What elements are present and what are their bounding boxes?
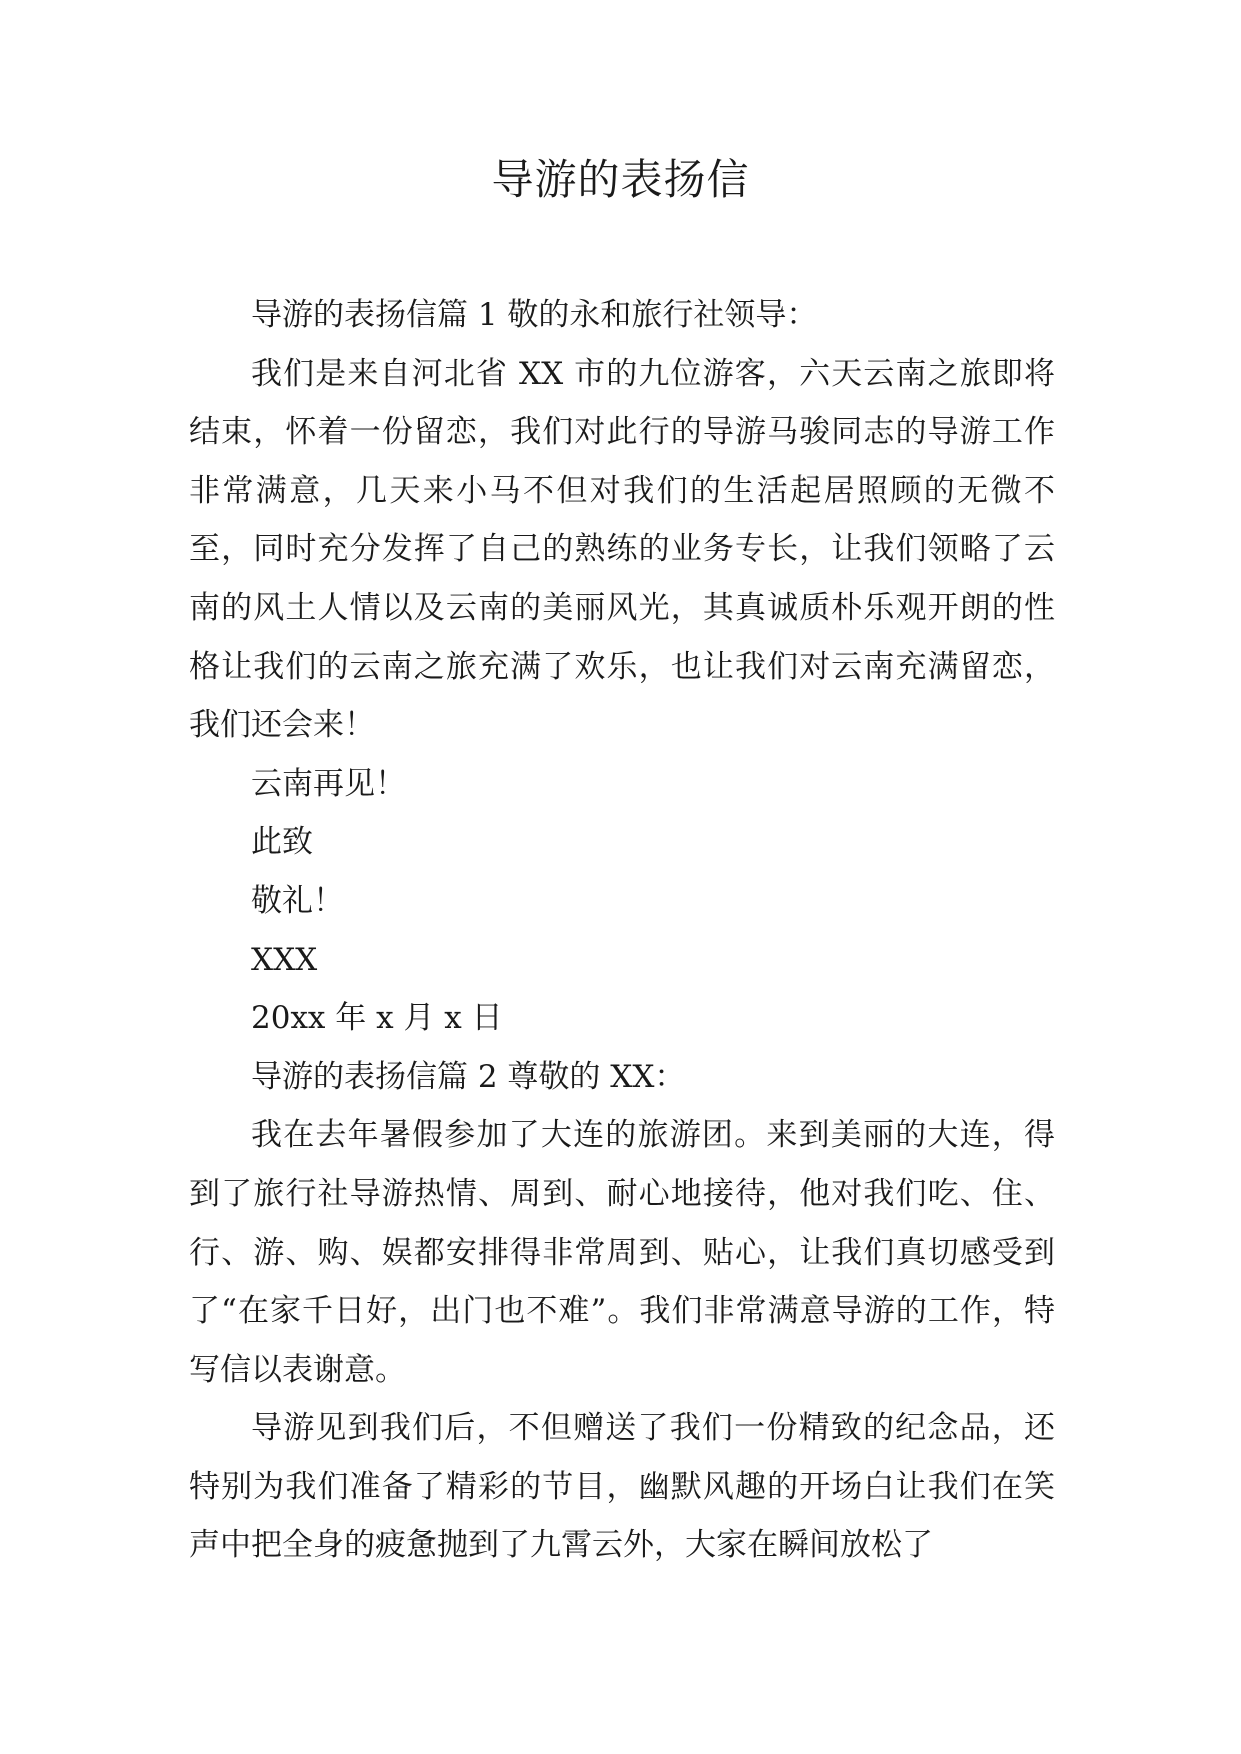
paragraph-date: 20xx 年 x 月 x 日	[251, 1000, 503, 1037]
paragraph-farewell: 云南再见！	[251, 765, 406, 802]
paragraph-closing: 此致	[251, 824, 313, 861]
paragraph-letter1-body: 我们是来自河北省 XX 市的九位游客，六天云南之旅即将结束，怀着一份留恋，我们对此行的导游马骏同志的导游工作非常满意，几天来小马不但对我们的生活起居照顾的无微不至，同时充分发挥了自己的熟练的业务专长，让我们领略了云南的风土人情以及云南的美丽风光，其真诚质朴乐观开朗的性格让我们的云南之旅充满了欢乐，也让我们对云南充满留恋，我们还会来！	[189, 355, 1055, 744]
paragraph-letter2-salutation: 导游的表扬信篇 2 尊敬的 XX：	[251, 1058, 686, 1095]
paragraph-letter2-continued: 导游见到我们后，不但赠送了我们一份精致的纪念品，还特别为我们准备了精彩的节目，幽默风趣的开场白让我们在笑声中把全身的疲惫抛到了九霄云外，大家在瞬间放松了	[189, 1410, 1055, 1564]
paragraph-letter2-body: 我在去年暑假参加了大连的旅游团。来到美丽的大连，得到了旅行社导游热情、周到、耐心地接待，他对我们吃、住、行、游、购、娱都安排得非常周到、贴心，让我们真切感受到了“在家千日好，出门也不难”。我们非常满意导游的工作，特写信以表谢意。	[189, 1117, 1055, 1388]
letter-body	[189, 286, 1055, 1575]
paragraph-regards: 敬礼！	[251, 882, 344, 919]
paragraph-letter1-salutation: 导游的表扬信篇 1 敬的永和旅行社领导：	[251, 297, 818, 333]
page-title: 导游的表扬信	[491, 155, 750, 204]
paragraph-signature: XXX	[251, 941, 318, 978]
